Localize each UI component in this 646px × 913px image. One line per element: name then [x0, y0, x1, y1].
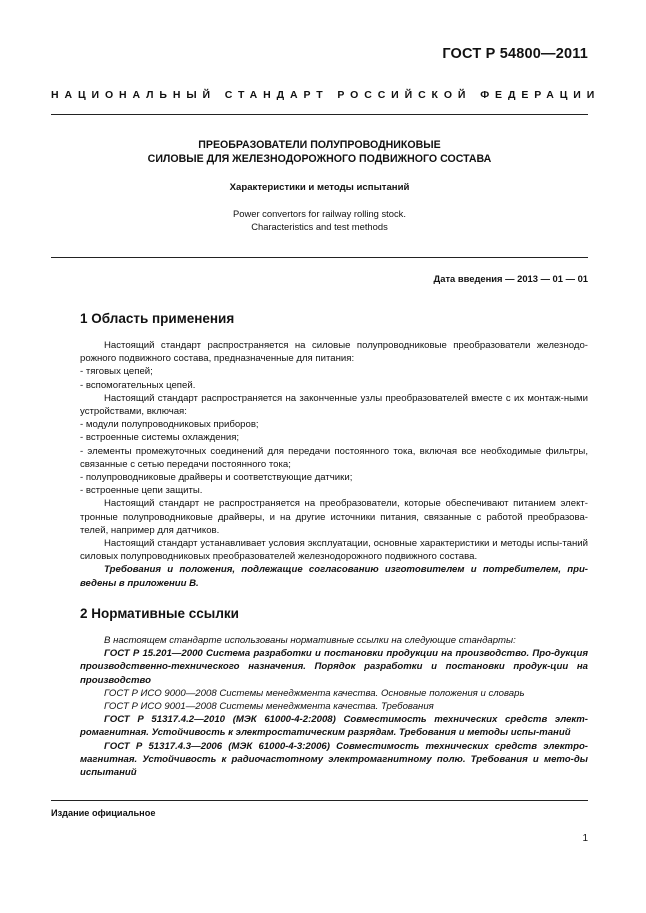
national-standard-banner: НАЦИОНАЛЬНЫЙ СТАНДАРТ РОССИЙСКОЙ ФЕДЕРАЦИИ [51, 89, 601, 101]
normative-reference: ГОСТ Р 51317.4.3—2006 (МЭК 61000-4-3:2006) Совместимость технических средств электро-магнитная. Устойчивость к радиочастотному электромагнитному полю. Требования и мето-ды испытаний [80, 740, 588, 779]
top-rule [51, 114, 588, 115]
section-1-paragraph-4: Настоящий стандарт устанавливает условия эксплуатации, основные характеристики и методы испы-таний силовых полупроводниковых преобразователей железнодорожного подвижного состава. [80, 538, 588, 563]
list-item: - элементы промежуточных соединений для передачи постоянного тока, включая все необходимые фильтры, связанные с сетью передачи постоянного тока; [80, 445, 588, 470]
section-1-body [80, 339, 588, 590]
section-2-body [80, 634, 588, 779]
list-item: - тяговых цепей; [80, 366, 153, 378]
section-1-paragraph-3: Настоящий стандарт не распространяется на преобразователи, которые обеспечивают питанием элект-тронные полупроводниковые драйверы, и на другие источники питания, связанные с работой преобразова-телей, например для датчиков. [80, 498, 588, 536]
normative-reference: ГОСТ Р 15.201—2000 Система разработки и постановки продукции на производство. Про-дукция производственно-технического назначения. Порядок разработки и постановки продук-ции на производство [80, 648, 588, 686]
section-1-paragraph-5: Требования и положения, подлежащие согласованию изготовителем и потребителем, при-ведены в приложении В. [80, 564, 588, 589]
official-edition-label: Издание официальное [51, 808, 156, 818]
section-1-paragraph-1: Настоящий стандарт распространяется на силовые полупроводниковые преобразователи железнодо-рожного подвижного состава, предназначенные для питания: [80, 340, 588, 365]
normative-reference: ГОСТ Р 51317.4.2—2010 (МЭК 61000-4-2:2008) Совместимость технических средств элект-ромагнитная. Устойчивость к электростатическим разрядам. Требования и методы испы-таний [80, 714, 588, 739]
section-2-intro: В настоящем стандарте использованы нормативные ссылки на следующие стандарты: [104, 635, 516, 646]
document-subtitle: Характеристики и методы испытаний [229, 182, 410, 193]
section-1-paragraph-2: Настоящий стандарт распространяется на законченные узлы преобразователей вместе с их монтаж-ными устройствами, включая: [80, 392, 588, 418]
english-title [51, 208, 588, 233]
list-item: - встроенные системы охлаждения; [80, 432, 240, 444]
english-title-line-1: Power convertors for railway rolling stock. [233, 208, 406, 219]
gost-number: ГОСТ Р 54800—2011 [442, 46, 588, 62]
english-title-line-2: Characteristics and test methods [251, 220, 388, 232]
document-title [51, 138, 588, 166]
footer-rule [51, 800, 588, 801]
normative-reference: ГОСТ Р ИСО 9001—2008 Системы менеджмента качества. Требования [104, 701, 434, 713]
title-rule [51, 257, 588, 258]
page-number: 1 [582, 833, 588, 844]
list-item: - модули полупроводниковых приборов; [80, 419, 259, 431]
list-item: - вспомогательных цепей. [80, 379, 196, 391]
title-line-2: СИЛОВЫЕ ДЛЯ ЖЕЛЕЗНОДОРОЖНОГО ПОДВИЖНОГО СОСТАВА [147, 153, 492, 165]
normative-reference: ГОСТ Р ИСО 9000—2008 Системы менеджмента качества. Основные положения и словарь [104, 687, 525, 699]
list-item: - встроенные цепи защиты. [80, 485, 203, 497]
section-2-heading: 2 Нормативные ссылки [80, 606, 239, 621]
section-1-heading: 1 Область применения [80, 311, 235, 326]
intro-date: Дата введения — 2013 — 01 — 01 [433, 273, 588, 284]
list-item: - полупроводниковые драйверы и соответствующие датчики; [80, 472, 353, 484]
title-line-1: ПРЕОБРАЗОВАТЕЛИ ПОЛУПРОВОДНИКОВЫЕ [198, 139, 441, 151]
